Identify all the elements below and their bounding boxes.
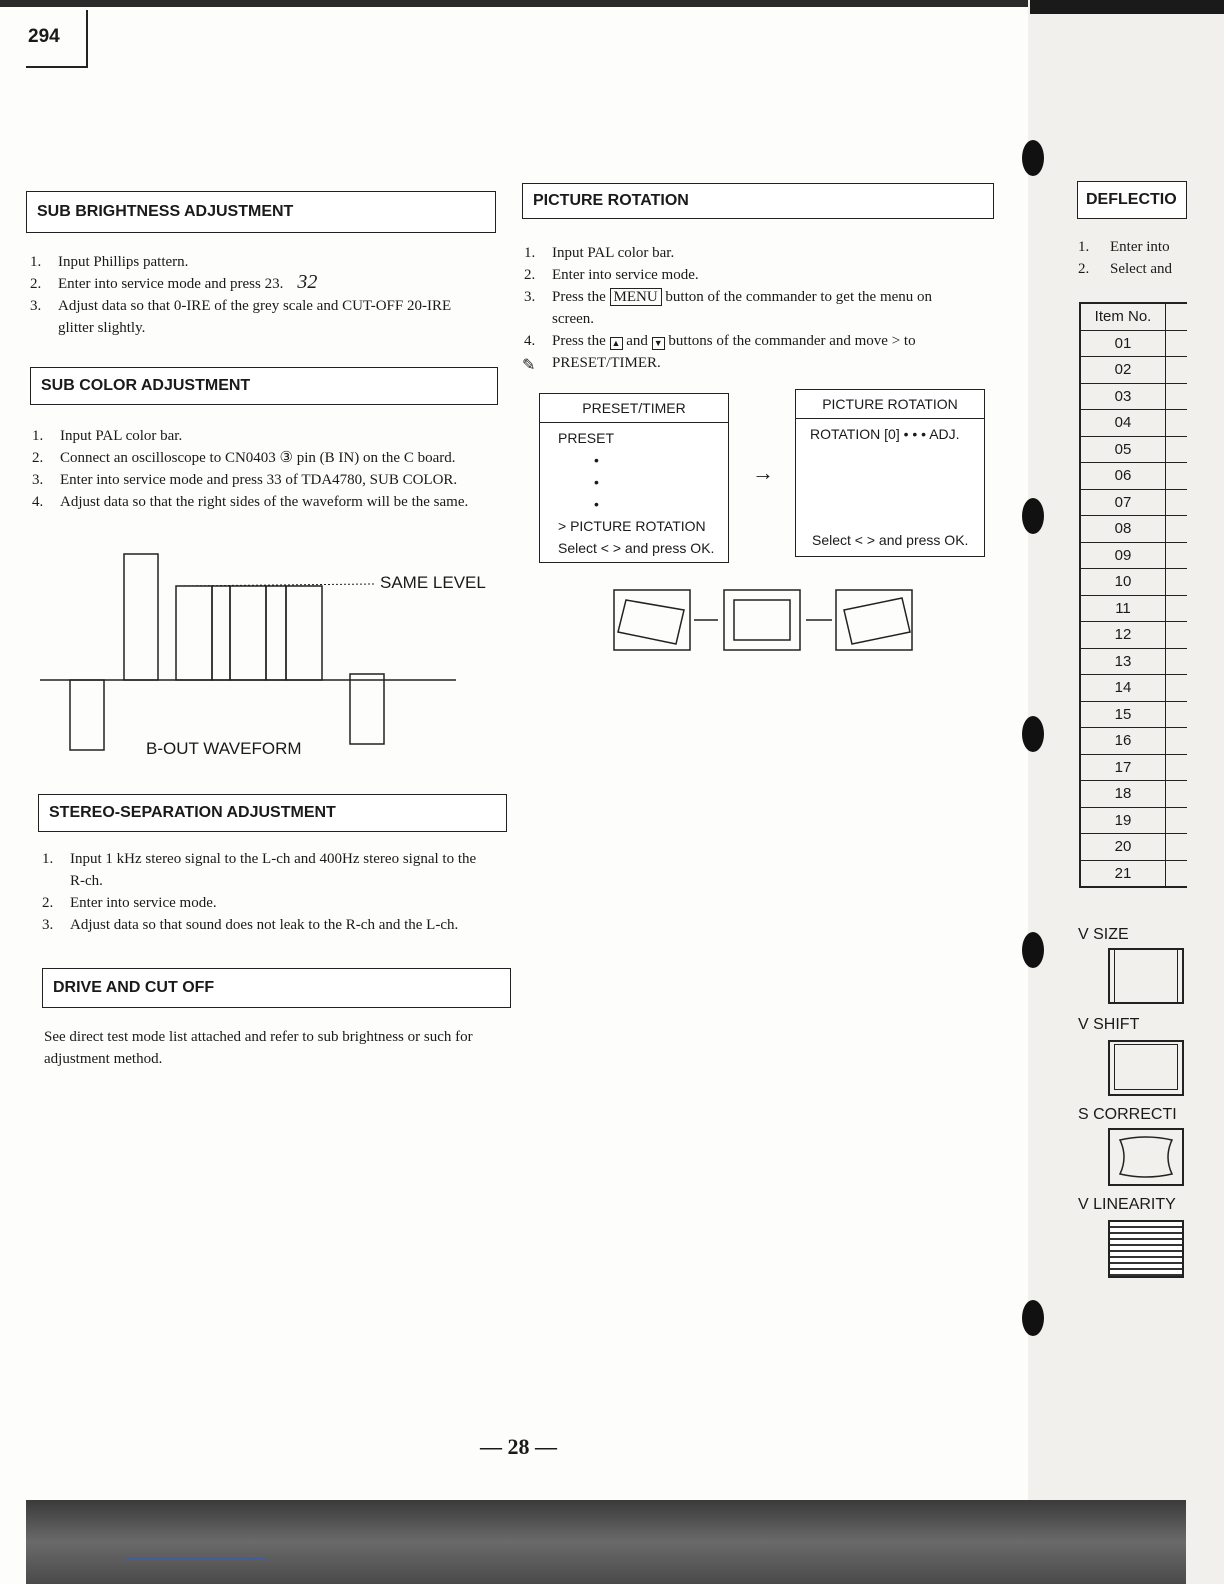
next-page-top-bar: [1030, 0, 1224, 14]
arrow-right-icon: →: [752, 460, 774, 485]
item-no-cell: 09: [1080, 542, 1166, 569]
item-no-cell: 06: [1080, 463, 1166, 490]
picture-rotation-steps: [524, 242, 1000, 374]
binder-hole: [1022, 1300, 1044, 1336]
pen-mark-icon: ✎: [522, 357, 536, 374]
table-header-row: [1080, 303, 1187, 330]
footer-page-number: — 28 —: [480, 1434, 557, 1459]
v-linearity-icon: [1108, 1220, 1184, 1278]
waveform-bar: [212, 586, 230, 680]
table-row: [1080, 516, 1187, 543]
sub-color-heading: [30, 367, 498, 405]
step-row: 3. Press the MENU button of the commander to get the menu on: [524, 289, 933, 305]
preset-timer-menu-title: PRESET/TIMER: [540, 394, 728, 423]
step-row: PRESET/TIMER.: [552, 355, 661, 371]
item-no-cell: 12: [1080, 622, 1166, 649]
stereo-steps: [42, 848, 522, 936]
item-no-header: Item No.: [1080, 303, 1166, 330]
sub-color-steps: [32, 425, 512, 513]
item-no-cell: 20: [1080, 834, 1166, 861]
s-correction-label: S CORRECTI: [1078, 1106, 1177, 1123]
step-row: 1. Input PAL color bar.: [32, 428, 183, 444]
table-row: [1080, 595, 1187, 622]
table-row: [1080, 569, 1187, 596]
step-row: 2. Connect an oscilloscope to CN0403 ③ pin (B IN) on the C board.: [32, 450, 456, 466]
table-row: [1080, 648, 1187, 675]
item-no-cell: 07: [1080, 489, 1166, 516]
table-row: [1080, 807, 1187, 834]
drive-title: DRIVE AND CUT OFF: [53, 979, 215, 996]
picture-rotation-menu: PICTURE ROTATION ROTATION [0] • • • ADJ. Select < > and press OK.: [795, 389, 985, 557]
step-row: glitter slightly.: [58, 320, 146, 336]
screen-normal-icon: [724, 590, 800, 650]
table-row: [1080, 834, 1187, 861]
deflection-table-wrap: [1079, 302, 1187, 888]
waveform-bar: [286, 586, 322, 680]
table-row: [1080, 675, 1187, 702]
waveform-negative-pulse-left: [70, 680, 104, 750]
table-row: [1080, 489, 1187, 516]
step-row: screen.: [552, 311, 595, 327]
picture-rotation-title: PICTURE ROTATION: [533, 192, 689, 209]
waveform-bar: [230, 586, 266, 680]
sub-brightness-steps: [30, 251, 510, 339]
handwritten-note: 32: [297, 271, 318, 293]
binder-hole: [1022, 140, 1044, 176]
v-size-label: V SIZE: [1078, 926, 1129, 943]
step-row: 1. Input 1 kHz stereo signal to the L-ch and 400Hz stereo signal to the: [42, 851, 477, 867]
menu-key-label: MENU: [610, 288, 662, 306]
v-shift-label: V SHIFT: [1078, 1016, 1140, 1033]
table-row: [1080, 330, 1187, 357]
item-no-cell: 21: [1080, 860, 1166, 887]
rotation-illustration: [612, 588, 916, 652]
step-row: 1. Input Phillips pattern.: [30, 254, 189, 270]
top-edge-bar: [0, 0, 1030, 7]
step-row: 2. Enter into service mode.: [42, 895, 217, 911]
table-row: [1080, 410, 1187, 437]
page-number: 294: [28, 26, 60, 47]
item-no-cell: 14: [1080, 675, 1166, 702]
binder-hole: [1022, 716, 1044, 752]
deflection-heading: DEFLECTIO: [1077, 181, 1187, 219]
table-row: [1080, 701, 1187, 728]
stereo-heading: [38, 794, 507, 832]
screen-rotated-left-icon: [614, 590, 690, 650]
step-row: 4. Adjust data so that the right sides of the waveform will be the same.: [32, 494, 469, 510]
table-row: [1080, 463, 1187, 490]
step-row: 2. Enter into service mode and press 23. 32: [30, 271, 318, 293]
item-no-cell: 16: [1080, 728, 1166, 755]
item-no-cell: 08: [1080, 516, 1166, 543]
selected-menu-item: > PICTURE ROTATION: [558, 518, 706, 534]
table-row: [1080, 357, 1187, 384]
step-row: 2. Enter into service mode.: [524, 267, 699, 283]
table-row: [1080, 542, 1187, 569]
item-no-cell: 02: [1080, 357, 1166, 384]
step-row: 3. Adjust data so that 0-IRE of the grey scale and CUT-OFF 20-IRE: [30, 298, 452, 314]
v-size-icon: [1108, 948, 1184, 1004]
step-row: 3. Enter into service mode and press 33 of TDA4780, SUB COLOR.: [32, 472, 458, 488]
item-no-cell: 17: [1080, 754, 1166, 781]
v-linearity-label: V LINEARITY: [1078, 1196, 1176, 1213]
stereo-title: STEREO-SEPARATION ADJUSTMENT: [49, 804, 336, 821]
binder-hole: [1022, 932, 1044, 968]
deflection-steps: [1078, 236, 1188, 280]
table-row: [1080, 622, 1187, 649]
step-row: 2. Select and: [1078, 261, 1173, 277]
step-row: 1. Input PAL color bar.: [524, 245, 675, 261]
item-no-cell: 19: [1080, 807, 1166, 834]
step-row: R-ch.: [70, 873, 103, 889]
drive-heading: [42, 968, 511, 1008]
waveform-negative-pulse-right: [350, 674, 384, 744]
waveform-bar: [266, 586, 286, 680]
table-row: [1080, 728, 1187, 755]
deflection-table: [1079, 302, 1187, 888]
item-no-cell: 04: [1080, 410, 1166, 437]
blue-rule: [126, 1558, 266, 1559]
item-no-cell: 18: [1080, 781, 1166, 808]
sub-brightness-title: SUB BRIGHTNESS ADJUSTMENT: [37, 203, 294, 220]
bottom-scan-edge: [26, 1500, 1186, 1584]
sub-brightness-heading: [26, 191, 496, 233]
waveform-label: B-OUT WAVEFORM: [146, 739, 302, 758]
down-key-icon: ▼: [652, 337, 665, 350]
picture-rotation-menu-title: PICTURE ROTATION: [796, 390, 984, 419]
table-row: [1080, 860, 1187, 887]
waveform-bar: [176, 586, 212, 680]
item-no-cell: 11: [1080, 595, 1166, 622]
binder-hole: [1022, 498, 1044, 534]
drive-body: See direct test mode list attached and refer to sub brightness or such for adjustment method.: [44, 1029, 473, 1067]
item-no-cell: 01: [1080, 330, 1166, 357]
step-row: 4. Press the ▲ and ▼ buttons of the commander and move > to: [524, 333, 916, 349]
s-correction-icon: [1108, 1128, 1184, 1186]
table-row: [1080, 383, 1187, 410]
item-no-cell: 03: [1080, 383, 1166, 410]
step-row: 1. Enter into: [1078, 239, 1170, 255]
table-row: [1080, 781, 1187, 808]
sub-color-title: SUB COLOR ADJUSTMENT: [41, 377, 251, 394]
table-row: [1080, 754, 1187, 781]
item-no-cell: 05: [1080, 436, 1166, 463]
item-no-cell: 15: [1080, 701, 1166, 728]
item-no-cell: 13: [1080, 648, 1166, 675]
waveform-tall-bar: [124, 554, 158, 680]
step-row: 3. Adjust data so that sound does not leak to the R-ch and the L-ch.: [42, 917, 459, 933]
item-no-cell: 10: [1080, 569, 1166, 596]
preset-timer-menu: PRESET/TIMER PRESET • • • > PICTURE ROTATION Select < > and press OK.: [539, 393, 729, 563]
page-number-box: [26, 10, 88, 68]
table-row: [1080, 436, 1187, 463]
up-key-icon: ▲: [610, 337, 623, 350]
v-shift-icon: [1108, 1040, 1184, 1096]
picture-rotation-heading: [522, 183, 994, 219]
same-level-label: SAME LEVEL: [380, 573, 486, 592]
